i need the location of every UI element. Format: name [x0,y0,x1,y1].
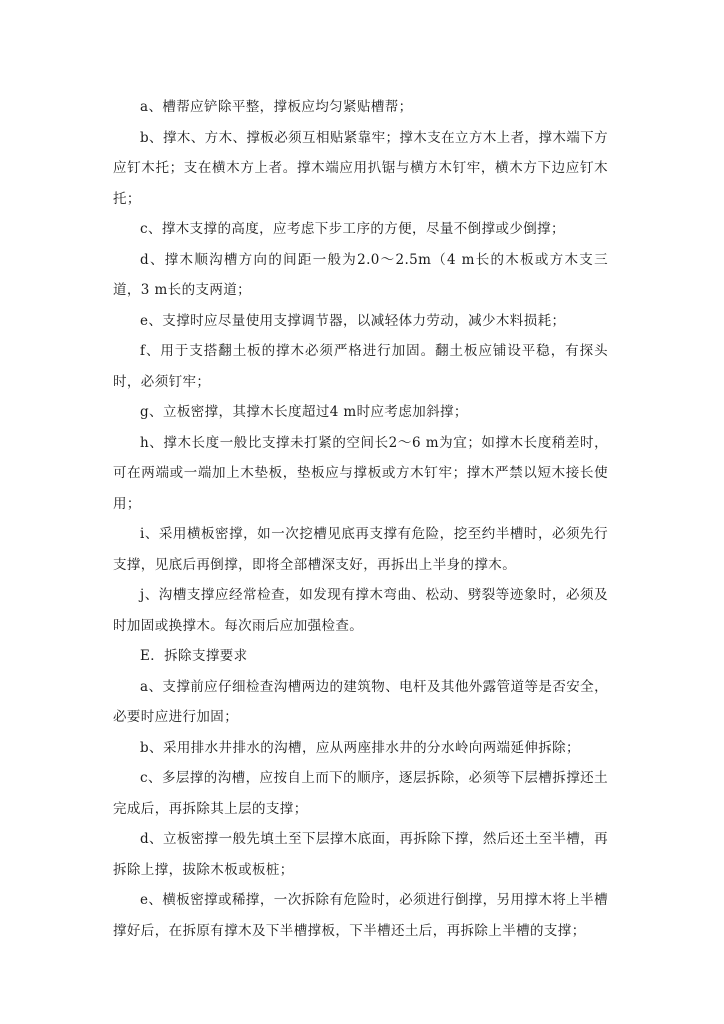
paragraph-j-inspection: j、沟槽支撑应经常检查，如发现有撑木弯曲、松动、劈裂等迹象时，必须及时加固或换撑木。每次雨后应加强检查。 [113,587,608,634]
document-body [113,92,608,946]
paragraph-removal-c-multilayer: c、多层撑的沟槽，应按自上而下的顺序，逐层拆除，必须等下层槽拆撑还土完成后，再拆除其上层的支撑； [113,770,608,817]
paragraph-i-horizontal-boards: i、采用横板密撑，如一次挖槽见底再支撑有危险，挖至约半槽时，必须先行支撑，见底后再倒撑，即将全部槽深支好，再拆出上半身的撑木。 [113,526,608,573]
paragraph-b-strut-fixing: b、撑木、方木、撑板必须互相贴紧靠牢；撑木支在立方木上者，撑木端下方应钉木托；支在横木方上者。撑木端应用扒锯与横方木钉牢，横木方下边应钉木托； [113,129,608,207]
paragraph-removal-d-vertical-boards: d、立板密撑一般先填土至下层撑木底面，再拆除下撑，然后还土至半槽，再拆除上撑，拔除木板或板桩； [113,831,608,878]
paragraph-d-strut-spacing: d、撑木顺沟槽方向的间距一般为2.0～2.5m（4 m长的木板或方木支三道，3 m长的支两道； [113,251,608,298]
paragraph-removal-e-horizontal-boards: e、横板密撑或稀撑，一次拆除有危险时，必须进行倒撑，另用撑木将上半槽撑好后，在拆原有撑木及下半槽撑板，下半槽还土后，再拆除上半槽的支撑； [113,892,608,939]
paragraph-g-diagonal-brace: g、立板密撑，其撑木长度超过4 m时应考虑加斜撑； [140,404,468,420]
paragraph-f-flip-board: f、用于支搭翻土板的撑木必须严格进行加固。翻土板应铺设平稳，有探头时，必须钉牢； [113,343,608,390]
paragraph-removal-b-drain-well: b、采用排水井排水的沟槽，应从两座排水井的分水岭向两端延伸拆除； [140,739,580,756]
paragraph-c-strut-height: c、撑木支撑的高度，应考虑下步工序的方便，尽量不倒撑或少倒撑； [140,221,565,237]
paragraph-h-strut-length: h、撑木长度一般比支撑未打紧的空间长2～6 m为宜；如撑木长度稍差时，可在两端或一端加上木垫板，垫板应与撑板或方木钉牢；撑木严禁以短木接长使用； [113,434,608,512]
paragraph-removal-a-check: a、支撑前应仔细检查沟槽两边的建筑物、电杆及其他外露管道等是否安全，必要时应进行加固； [113,678,608,725]
paragraph-a-trench-wall: a、槽帮应铲除平整，撑板应均匀紧贴槽帮； [140,99,413,115]
section-heading-removal: E．拆除支撑要求 [140,648,248,664]
paragraph-e-adjuster: e、支撑时应尽量使用支撑调节器，以减轻体力劳动，减少木料损耗； [140,312,566,329]
